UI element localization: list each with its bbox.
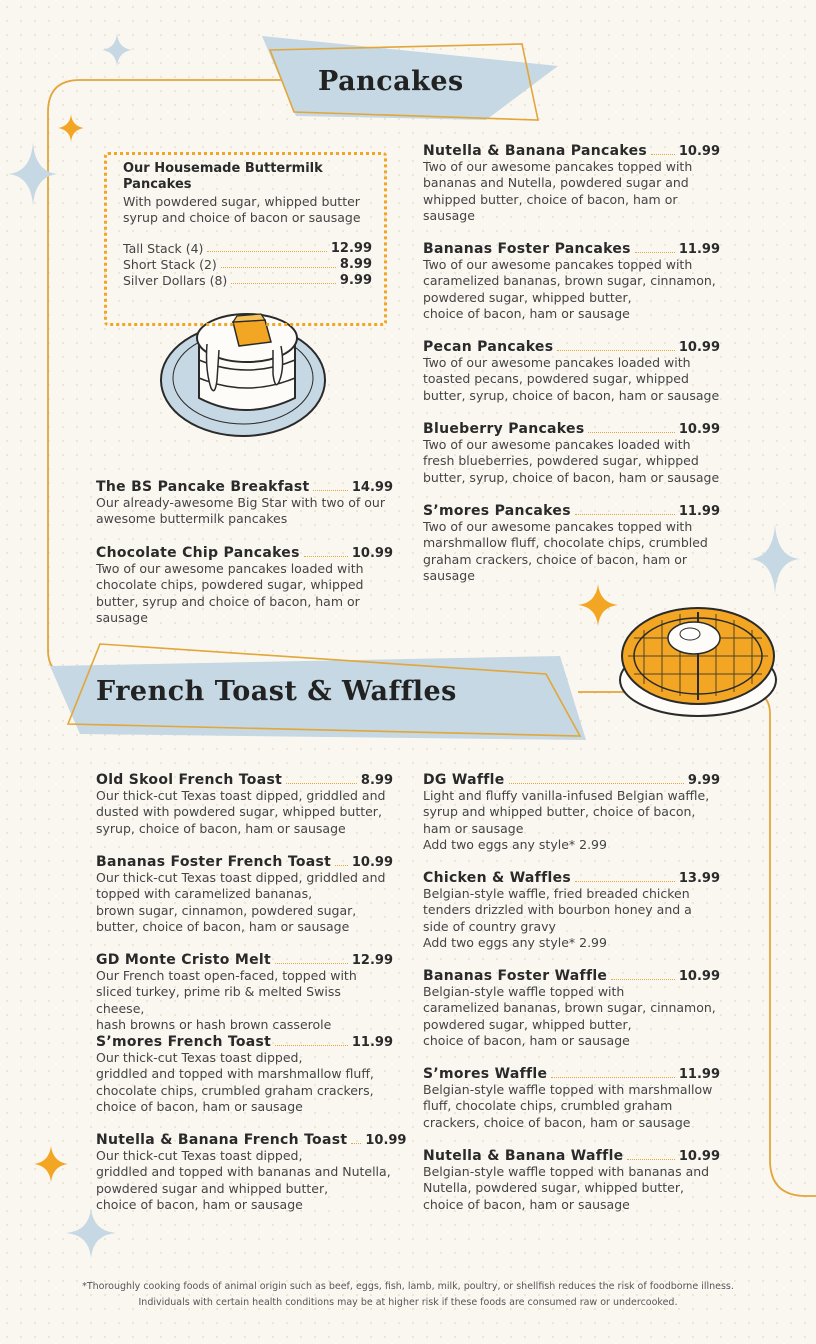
item-price: 10.99 [678, 969, 720, 984]
sparkle-icon [34, 1146, 68, 1182]
item-description: Our thick-cut Texas toast dipped, griddled and dusted with powdered sugar, whipped butter, syrup, choice of bacon, ham or sausage [96, 788, 386, 836]
item-name: Nutella & Banana Pancakes [423, 143, 648, 159]
item-price: 10.99 [351, 546, 393, 561]
item-description: Two of our awesome pancakes topped with bananas and Nutella, powdered sugar and whipped butter, choice of bacon, ham or sausage [423, 159, 693, 223]
item-price: 12.99 [351, 953, 393, 968]
item-name: Chocolate Chip Pancakes [96, 545, 300, 561]
item-addon: Add two eggs any style* 2.99 [423, 836, 607, 852]
item-name: S’mores French Toast [96, 1034, 272, 1050]
item-name: Old Skool French Toast [96, 772, 283, 788]
size-row [123, 257, 372, 272]
item-description: Two of our awesome pancakes loaded with toasted pecans, powdered sugar, whipped butter, syrup, choice of bacon, ham or sausage [423, 355, 720, 403]
menu-item [96, 479, 393, 528]
item-price: 13.99 [678, 871, 720, 886]
item-name: Bananas Foster Waffle [423, 968, 608, 984]
item-name: Nutella & Banana French Toast [96, 1132, 348, 1148]
item-description: Our thick-cut Texas toast dipped, griddled and topped with marshmallow fluff, chocolate chips, crumbled graham crackers, choice of bacon, ham or sausage [96, 1050, 374, 1114]
size-price: 9.99 [339, 273, 372, 288]
item-name: Chicken & Waffles [423, 870, 571, 886]
item-addon: Add two eggs any style* 2.99 [423, 934, 607, 950]
item-description: Light and fluffy vanilla-infused Belgian waffle, syrup and whipped butter, choice of bacon, ham or sausage [423, 788, 710, 836]
size-row [123, 273, 372, 288]
item-name: S’mores Waffle [423, 1066, 548, 1082]
pancakes-title: Pancakes [318, 66, 464, 97]
item-name: Nutella & Banana Waffle [423, 1148, 624, 1164]
item-name: Pecan Pancakes [423, 339, 554, 355]
item-description: Our thick-cut Texas toast dipped, griddled and topped with caramelized bananas, brown sugar, cinnamon, powdered sugar, butter, choice of bacon, ham or sausage [96, 870, 386, 934]
item-price: 10.99 [678, 1149, 720, 1164]
menu-item [423, 1148, 720, 1213]
item-name: Bananas Foster French Toast [96, 854, 332, 870]
size-label: Tall Stack (4) [123, 241, 204, 256]
menu-item [423, 503, 720, 584]
item-name: Bananas Foster Pancakes [423, 241, 631, 257]
item-description: Belgian-style waffle topped with bananas and Nutella, powdered sugar, whipped butter, choice of bacon, ham or sausage [423, 1164, 710, 1212]
size-label: Silver Dollars (8) [123, 273, 228, 288]
item-price: 10.99 [678, 144, 720, 159]
menu-item [423, 421, 720, 486]
featured-item-description: With powdered sugar, whipped butter syrup and choice of bacon or sausage [123, 194, 361, 226]
size-row [123, 241, 372, 256]
item-description: Two of our awesome pancakes loaded with fresh blueberries, powdered sugar, whipped butter, syrup, choice of bacon, ham or sausage [423, 437, 720, 485]
item-description: Belgian-style waffle, fried breaded chicken tenders drizzled with bourbon honey and a side of country gravy [423, 886, 692, 934]
item-name: GD Monte Cristo Melt [96, 952, 271, 968]
menu-item [96, 854, 393, 935]
item-price: 14.99 [351, 480, 393, 495]
item-description: Belgian-style waffle topped with caramelized bananas, brown sugar, cinnamon, powdered sugar, whipped butter, choice of bacon, ham or sausage [423, 984, 716, 1048]
sparkle-icon [8, 142, 58, 206]
menu-item [423, 1066, 720, 1131]
item-description: Two of our awesome pancakes loaded with chocolate chips, powdered sugar, whipped butter, syrup and choice of bacon, ham or sausage [96, 561, 364, 625]
menu-item [423, 143, 720, 224]
menu-item [96, 1132, 407, 1213]
item-description: Two of our awesome pancakes topped with caramelized bananas, brown sugar, cinnamon, powdered sugar, whipped butter, choice of bacon, ham or sausage [423, 257, 716, 321]
sparkle-icon [66, 1208, 116, 1258]
item-price: 11.99 [678, 504, 720, 519]
sparkle-icon [102, 33, 132, 67]
item-price: 11.99 [678, 242, 720, 257]
item-name: DG Waffle [423, 772, 505, 788]
featured-buttermilk-box [104, 152, 387, 326]
item-price: 10.99 [678, 422, 720, 437]
footnote-line-1: *Thoroughly cooking foods of animal origin such as beef, eggs, fish, lamb, milk, poultry, or shellfish reduces the risk of foodborne illness. [82, 1281, 734, 1292]
menu-item [423, 241, 720, 322]
item-price: 10.99 [678, 340, 720, 355]
menu-item [96, 545, 393, 626]
sparkle-icon [578, 584, 618, 626]
sparkle-icon [58, 114, 84, 142]
menu-item [423, 870, 720, 951]
item-description: Our already-awesome Big Star with two of our awesome buttermilk pancakes [96, 495, 385, 527]
footnote-line-2: Individuals with certain health conditions may be at higher risk if these foods are consumed raw or undercooked. [138, 1297, 678, 1308]
item-price: 11.99 [678, 1067, 720, 1082]
item-description: Our French toast open-faced, topped with sliced turkey, prime rib & melted Swiss cheese, hash browns or hash brown casserole [96, 968, 357, 1032]
menu-item [423, 968, 720, 1049]
menu-item [96, 772, 393, 837]
item-name: Blueberry Pancakes [423, 421, 585, 437]
item-price: 9.99 [687, 773, 720, 788]
waffle-illustration [614, 600, 784, 720]
size-price: 12.99 [330, 241, 372, 256]
item-price: 8.99 [360, 773, 393, 788]
menu-item [96, 952, 393, 1033]
item-description: Our thick-cut Texas toast dipped, griddled and topped with bananas and Nutella, powdered sugar and whipped butter, choice of bacon, ham or sausage [96, 1148, 391, 1212]
menu-item [423, 339, 720, 404]
size-label: Short Stack (2) [123, 257, 217, 272]
menu-item [423, 772, 720, 853]
menu-item [96, 1034, 393, 1115]
item-name: S’mores Pancakes [423, 503, 571, 519]
item-description: Two of our awesome pancakes topped with marshmallow fluff, chocolate chips, crumbled graham crackers, choice of bacon, ham or sausage [423, 519, 708, 583]
sparkle-icon [750, 524, 800, 594]
item-price: 10.99 [351, 855, 393, 870]
featured-item-name: Our Housemade Buttermilk Pancakes [123, 161, 323, 193]
item-price: 10.99 [365, 1133, 407, 1148]
item-name: The BS Pancake Breakfast [96, 479, 310, 495]
french-toast-title: French Toast & Waffles [96, 676, 457, 707]
item-price: 11.99 [351, 1035, 393, 1050]
size-price: 8.99 [339, 257, 372, 272]
item-description: Belgian-style waffle topped with marshmallow fluff, chocolate chips, crumbled graham crackers, choice of bacon, ham or sausage [423, 1082, 713, 1130]
